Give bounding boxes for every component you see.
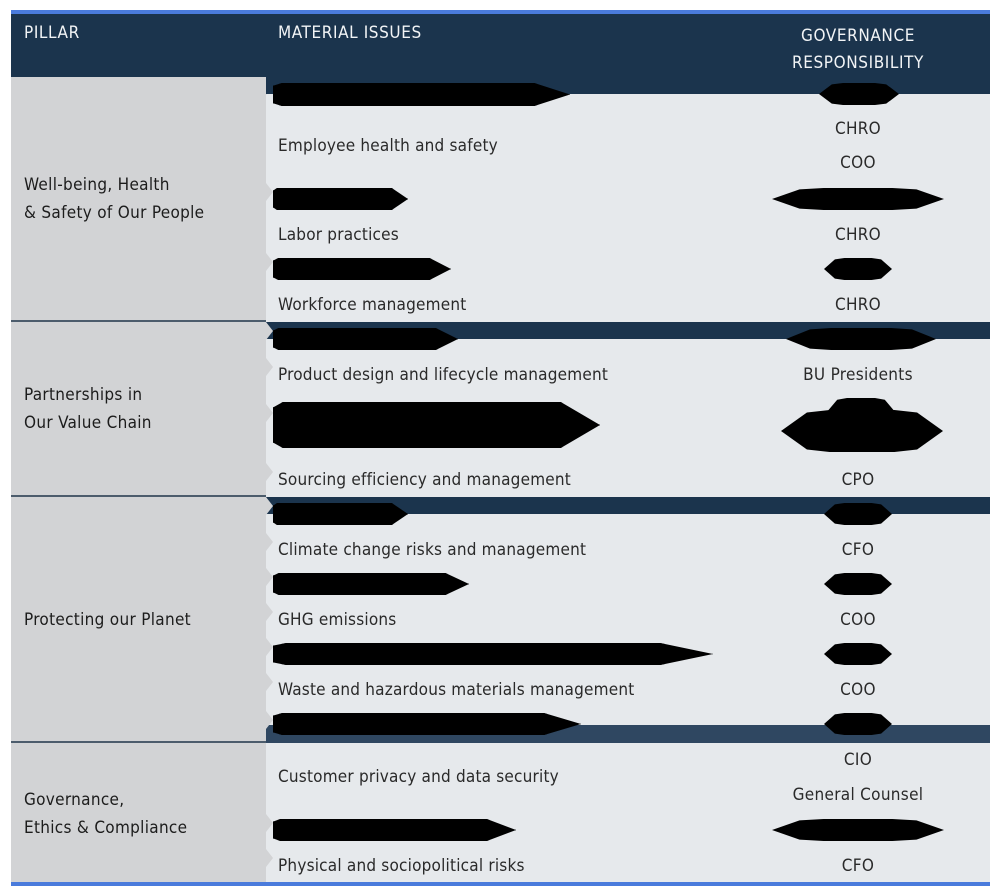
redacted-governance [824,258,892,280]
table-row [266,462,990,497]
pillar-label [24,171,204,227]
redacted-governance [772,819,944,841]
table-row-redacted [266,497,990,532]
table-row [266,112,990,182]
governance-text: CFO [841,540,875,560]
table-row-redacted [266,392,990,462]
redacted-issue [273,83,570,106]
redacted-issue [273,713,581,735]
governance-text: COO [840,153,876,173]
table-row [266,287,990,322]
redacted-issue [273,643,713,665]
issue-text: Physical and sociopolitical risks [278,856,525,876]
table-row [266,848,990,882]
redacted-issue [273,188,408,210]
section-planet [11,497,990,743]
issue-text: Employee health and safety [278,136,498,156]
table-row-redacted [266,637,990,672]
materiality-table [11,10,990,886]
issue-text: Labor practices [278,225,399,245]
table-row-redacted [266,813,990,848]
header-governance-line1: GOVERNANCE [800,26,916,46]
pillar-line1: Governance, [24,790,125,810]
governance-text: CFO [841,856,875,876]
governance-text: CPO [841,470,875,490]
pillar-cell [11,497,266,743]
issue-text: GHG emissions [278,610,397,630]
redacted-issue [273,328,458,350]
redacted-governance [824,573,892,595]
pillar-line1: Well-being, Health [24,175,170,195]
pillar-label [24,381,152,437]
governance-text: COO [840,610,876,630]
issue-text: Sourcing efficiency and management [278,470,571,490]
section-governance [11,743,990,882]
table-row [266,217,990,252]
header-pillar: PILLAR [24,23,80,43]
redacted-issue [273,402,600,448]
header-material-issues: MATERIAL ISSUES [278,23,422,43]
redacted-issue [273,819,516,841]
table-row-redacted [266,707,990,743]
section-partnerships [11,322,990,497]
table-row-redacted [266,77,990,112]
header-governance-line2: RESPONSIBILITY [791,53,924,73]
governance-text: COO [840,680,876,700]
redacted-governance [824,503,892,525]
table-row-redacted [266,252,990,287]
governance-text: CHRO [834,225,882,245]
table-row-redacted [266,567,990,602]
redacted-governance [824,643,892,665]
pillar-label [24,786,187,842]
pillar-cell [11,322,266,497]
bottom-border [11,882,990,886]
governance-text: General Counsel [792,785,924,805]
governance-text: BU Presidents [803,365,913,385]
redacted-governance [772,188,944,210]
governance-text: CHRO [834,295,882,315]
redacted-governance [824,713,892,735]
issue-text: Climate change risks and management [278,540,587,560]
redacted-governance [819,83,899,105]
governance-text: CIO [843,750,873,770]
table-row [266,357,990,392]
section-wellbeing [11,77,990,322]
pillar-line2: Ethics & Compliance [24,818,188,838]
table-row-redacted [266,182,990,217]
table-row-redacted [266,322,990,357]
table-row [266,743,990,813]
pillar-cell [11,77,266,322]
table-row [266,672,990,707]
issue-text: Product design and lifecycle management [278,365,609,385]
issue-text: Customer privacy and data security [278,767,559,787]
pillar-label [24,606,191,634]
pillar-line2: Our Value Chain [24,413,152,433]
redacted-issue [273,258,451,280]
pillar-line2: & Safety of Our People [24,203,205,223]
pillar-line1: Partnerships in [24,385,143,405]
pillar-cell [11,743,266,882]
issue-text: Waste and hazardous materials management [278,680,635,700]
redacted-governance [786,328,936,350]
redacted-governance [826,398,896,428]
header-governance [773,23,943,77]
redacted-issue [273,573,469,595]
table-header [11,14,990,77]
governance-text: CHRO [834,119,882,139]
pillar-line1: Protecting our Planet [24,610,191,630]
table-row [266,532,990,567]
redacted-issue [273,503,408,525]
issue-text: Workforce management [278,295,467,315]
table-row [266,602,990,637]
